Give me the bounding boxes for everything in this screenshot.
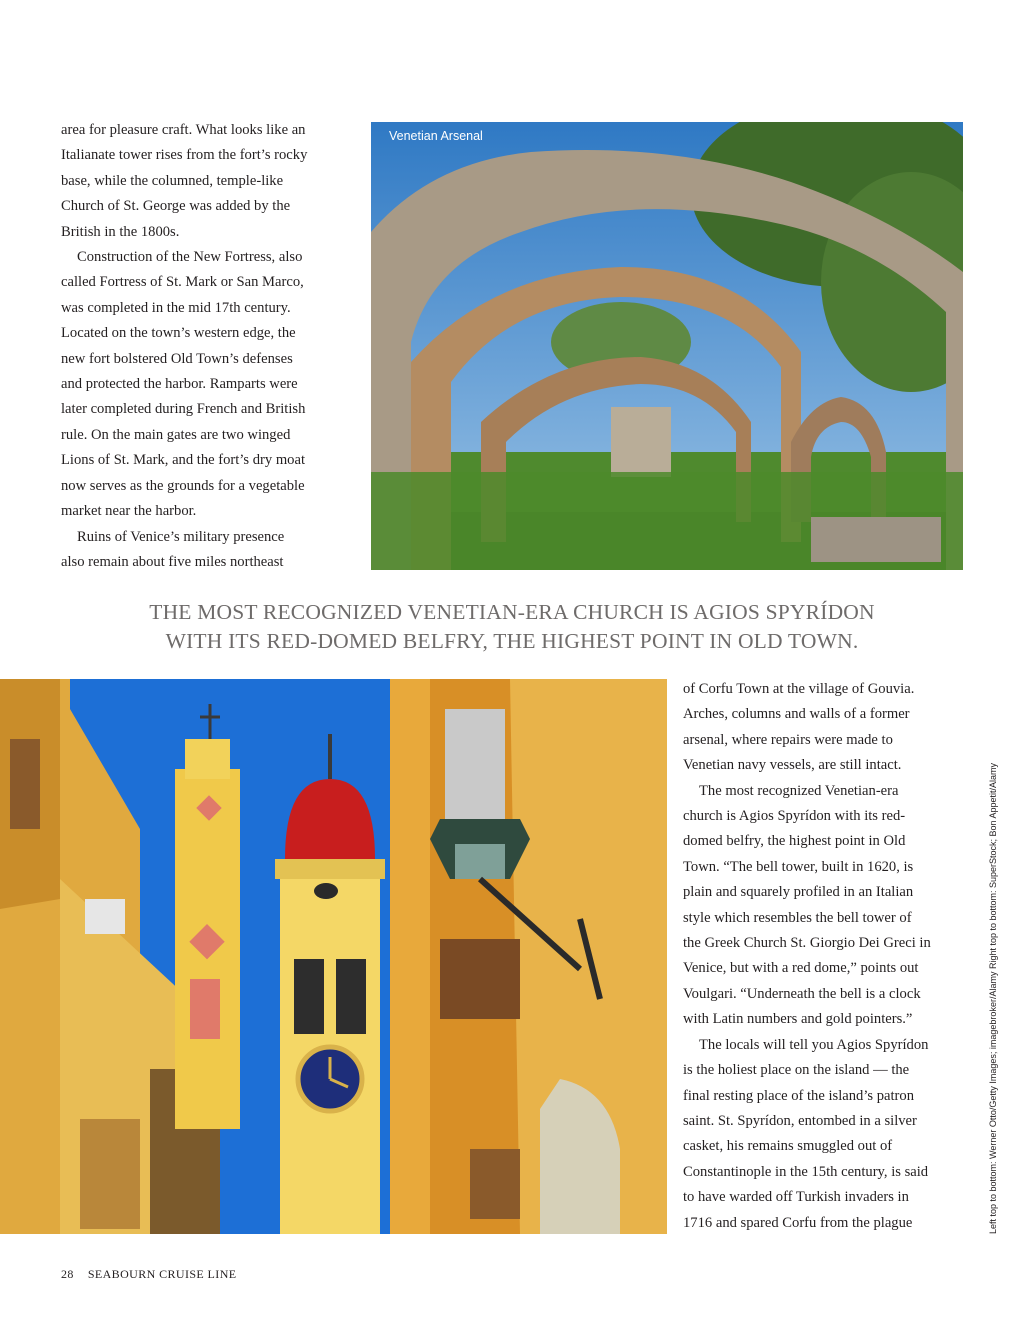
text-line: arsenal, where repairs were made to xyxy=(683,731,893,748)
text-line: was completed in the mid 17th century. xyxy=(61,299,291,316)
text-line: British in the 1800s. xyxy=(61,223,180,240)
text-line: The most recognized Venetian-era xyxy=(699,782,899,799)
text-line: Arches, columns and walls of a former xyxy=(683,706,910,723)
pull-quote-line: THE MOST RECOGNIZED VENETIAN-ERA CHURCH IS AGIOS SPYRÍDON xyxy=(149,600,875,624)
text-line: Constantinople in the 15th century, is said xyxy=(683,1163,929,1180)
text-line: also remain about five miles northeast xyxy=(61,553,284,570)
text-line: Located on the town’s western edge, the xyxy=(61,325,296,342)
text-line: later completed during French and British xyxy=(61,401,306,418)
article-column-bottom-right xyxy=(683,677,965,1236)
arsenal-illustration xyxy=(371,122,963,570)
photo-credit: Left top to bottom: Werner Otto/Getty Images; imagebroker/Alamy Right top to bottom: SuperStock; Bon Appetit/Alamy xyxy=(988,762,998,1234)
text-line: Church of St. George was added by the xyxy=(61,198,291,215)
text-line: rule. On the main gates are two winged xyxy=(61,426,291,443)
photo-caption: Venetian Arsenal xyxy=(389,129,483,143)
pull-quote xyxy=(60,598,964,656)
text-line: The locals will tell you Agios Spyrídon xyxy=(699,1036,929,1053)
text-line: Construction of the New Fortress, also xyxy=(77,249,303,266)
text-line: the Greek Church St. Giorgio Dei Greci in xyxy=(683,935,931,952)
text-line: casket, his remains smuggled out of xyxy=(683,1138,893,1155)
text-line: Venice, but with a red dome,” points out xyxy=(683,960,919,977)
pull-quote-line: WITH ITS RED-DOMED BELFRY, THE HIGHEST POINT IN OLD TOWN. xyxy=(165,629,859,653)
text-line: now serves as the grounds for a vegetable xyxy=(61,477,305,494)
text-line: saint. St. Spyrídon, entombed in a silver xyxy=(683,1112,917,1129)
text-line: final resting place of the island’s patron xyxy=(683,1087,914,1104)
text-line: new fort bolstered Old Town’s defenses xyxy=(61,350,293,367)
belfry-illustration xyxy=(0,679,667,1234)
text-line: and protected the harbor. Ramparts were xyxy=(61,376,298,393)
text-line: Town. “The bell tower, built in 1620, is xyxy=(683,858,914,875)
agios-spyridon-photo xyxy=(0,679,667,1234)
text-line: base, while the columned, temple-like xyxy=(61,172,284,189)
text-line: to have warded off Turkish invaders in xyxy=(683,1189,909,1206)
folio xyxy=(61,1267,236,1282)
text-line: is the holiest place on the island — the xyxy=(683,1062,910,1079)
text-line: market near the harbor. xyxy=(61,503,197,520)
text-line: called Fortress of St. Mark or San Marco, xyxy=(61,274,304,291)
text-line: with Latin numbers and gold pointers.” xyxy=(683,1011,913,1028)
text-line: Venetian navy vessels, are still intact. xyxy=(683,757,902,774)
text-line: of Corfu Town at the village of Gouvia. xyxy=(683,681,915,697)
text-line: area for pleasure craft. What looks like an xyxy=(61,122,306,138)
text-line: Ruins of Venice’s military presence xyxy=(77,528,285,545)
text-line: church is Agios Spyrídon with its red- xyxy=(683,808,906,825)
text-line: Italianate tower rises from the fort’s rocky xyxy=(61,147,308,164)
text-line: plain and squarely profiled in an Italian xyxy=(683,884,914,901)
venetian-arsenal-photo xyxy=(371,122,963,570)
text-line: style which resembles the bell tower of xyxy=(683,909,912,926)
text-line: domed belfry, the highest point in Old xyxy=(683,833,906,850)
text-line: Voulgari. “Underneath the bell is a clock xyxy=(683,985,921,1002)
publication-name: SEABOURN CRUISE LINE xyxy=(87,1267,237,1281)
text-line: Lions of St. Mark, and the fort’s dry moat xyxy=(61,452,306,469)
page-number: 28 xyxy=(61,1267,74,1281)
article-column-top-left xyxy=(61,118,343,575)
text-line: 1716 and spared Corfu from the plague xyxy=(683,1214,913,1231)
